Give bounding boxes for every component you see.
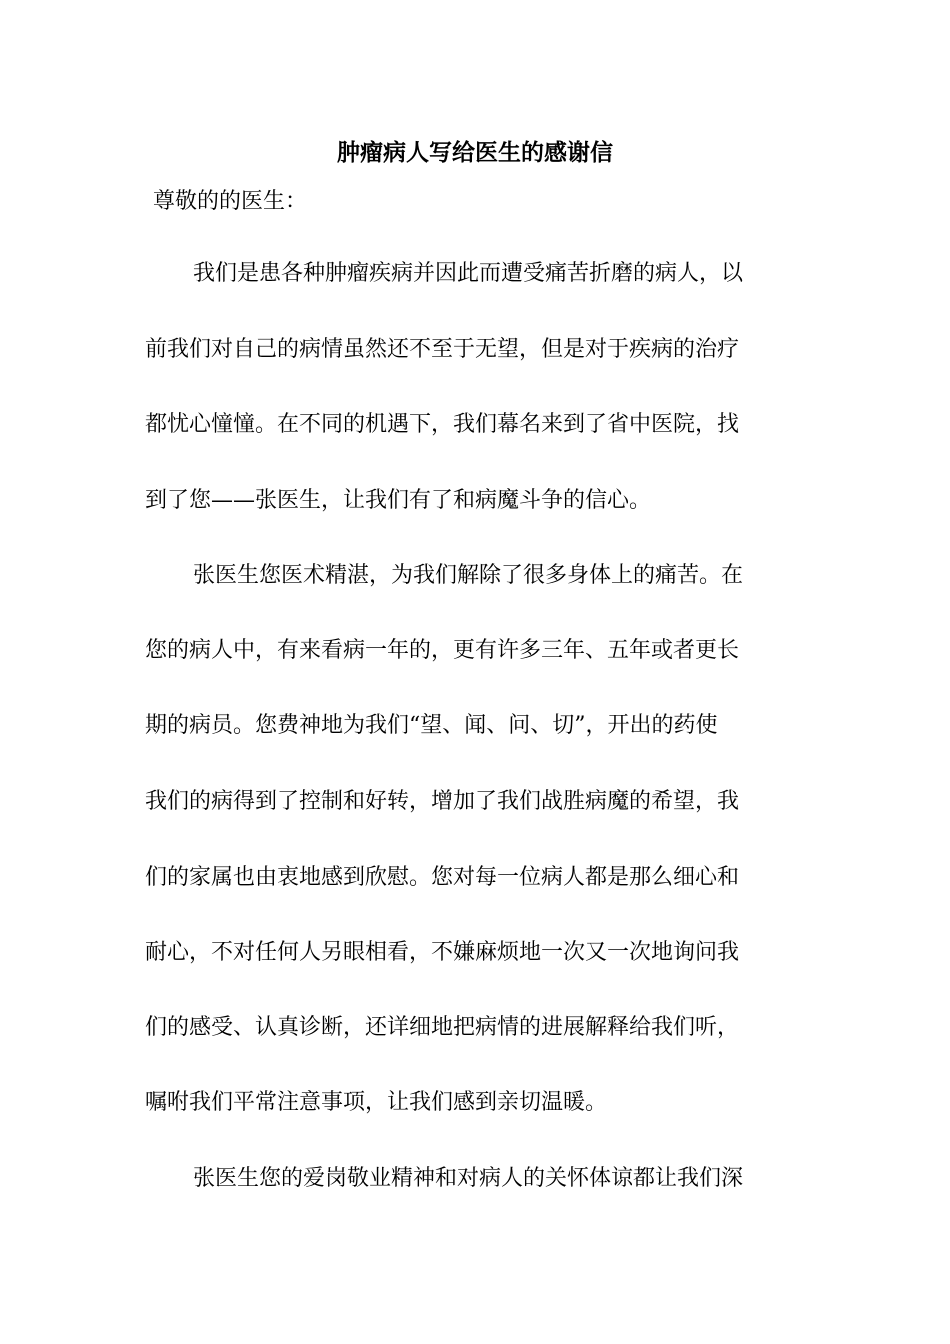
document-title: 肿瘤病人写给医生的感谢信 — [337, 139, 613, 166]
body-line-13: 张医生您的爱岗敬业精神和对病人的关怀体谅都让我们深 — [193, 1166, 744, 1191]
body-line-12: 嘱咐我们平常注意事项，让我们感到亲切温暖。 — [145, 1090, 608, 1115]
body-line-9: 们的家属也由衷地感到欣慰。您对每一位病人都是那么细心和 — [145, 865, 740, 890]
body-line-3: 都忧心憧憧。在不同的机遇下，我们幕名来到了省中医院，找 — [145, 412, 740, 437]
body-line-8: 我们的病得到了控制和好转，增加了我们战胜病魔的希望，我 — [145, 789, 740, 814]
body-line-1: 我们是患各种肿瘤疾病并因此而遭受痛苦折磨的病人，以 — [193, 261, 744, 286]
body-line-7: 期的病员。您费神地为我们“望、闻、问、切”，开出的药使 — [145, 713, 718, 738]
body-line-10: 耐心，不对任何人另眼相看，不嫌麻烦地一次又一次地询问我 — [145, 940, 740, 965]
body-line-2: 前我们对自己的病情虽然还不至于无望，但是对于疾病的治疗 — [145, 337, 740, 362]
body-line-5: 张医生您医术精湛，为我们解除了很多身体上的痛苦。在 — [193, 563, 744, 588]
body-line-6: 您的病人中，有来看病一年的，更有许多三年、五年或者更长 — [145, 638, 740, 663]
body-line-4: 到了您——张医生，让我们有了和病魔斗争的信心。 — [145, 488, 652, 513]
salutation: 尊敬的的医生： — [153, 189, 308, 214]
body-line-11: 们的感受、认真诊断，还详细地把病情的进展解释给我们听， — [145, 1015, 740, 1040]
